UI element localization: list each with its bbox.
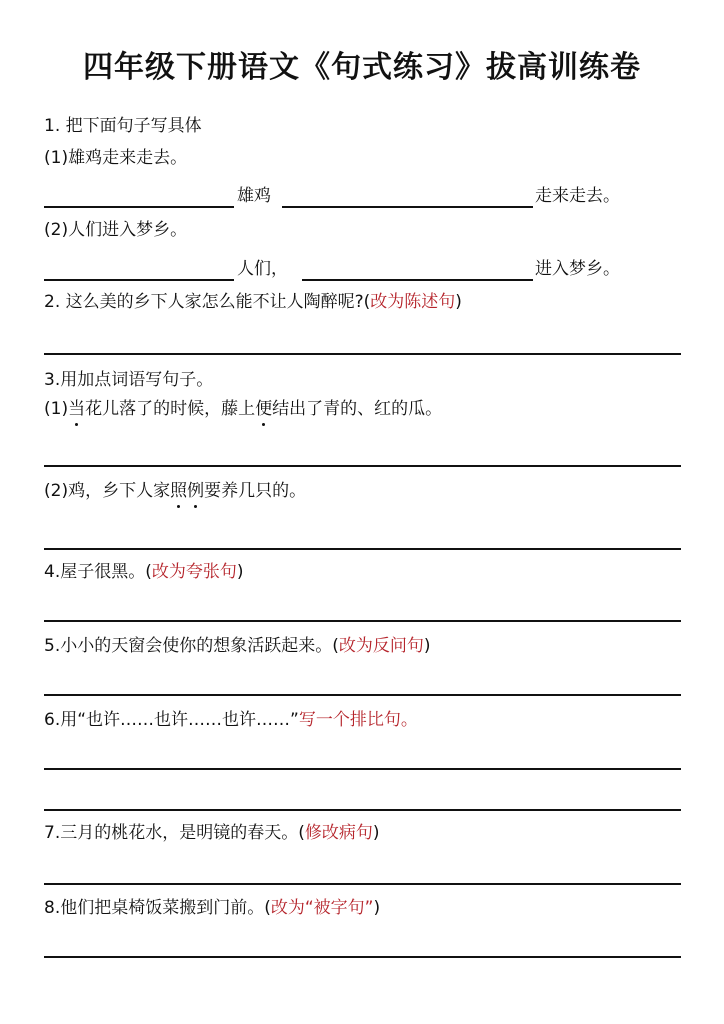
question-6 xyxy=(44,708,418,732)
q3-2-dotted-char-1: 照 xyxy=(170,481,188,501)
question-4 xyxy=(44,560,244,584)
question-1-heading: 1. 把下面句子写具体 xyxy=(44,116,202,136)
question-7-close: ) xyxy=(372,823,380,843)
question-6-instruction: 写一个排比句。 xyxy=(298,710,418,730)
question-4-instruction: 改为夸张句 xyxy=(151,562,237,582)
question-3-item-2 xyxy=(44,479,306,503)
question-2-text: 2. 这么美的乡下人家怎么能不让人陶醉呢?( xyxy=(44,292,371,312)
answer-line-5[interactable] xyxy=(44,694,681,696)
question-8 xyxy=(44,896,380,920)
question-1-item-2-mid: 人们， xyxy=(237,259,288,279)
question-2-instruction: 改为陈述句 xyxy=(370,292,456,312)
q3-1-prefix: (1) xyxy=(44,399,69,419)
question-2 xyxy=(44,290,462,314)
answer-line-3-2[interactable] xyxy=(44,548,681,550)
question-8-instruction: 改为“被字句” xyxy=(270,898,374,918)
question-3-item-1 xyxy=(44,397,442,421)
question-4-close: ) xyxy=(236,562,244,582)
question-7 xyxy=(44,821,380,845)
answer-line-1-2a[interactable] xyxy=(44,279,234,281)
q3-1-text: 花儿落了的时候，藤上 xyxy=(85,399,256,419)
answer-line-6a[interactable] xyxy=(44,768,681,770)
q3-2-dotted-char-2: 例 xyxy=(187,481,205,501)
question-7-text: 7.三月的桃花水，是明镜的春天。( xyxy=(44,823,305,843)
q3-1-dotted-word-2: 便 xyxy=(255,399,273,419)
question-8-text: 8.他们把桌椅饭菜搬到门前。( xyxy=(44,898,271,918)
question-2-close: ) xyxy=(455,292,462,312)
answer-line-1-1a[interactable] xyxy=(44,206,234,208)
answer-line-1-2b[interactable] xyxy=(302,279,533,281)
question-1-item-2-label: (2)人们进入梦乡。 xyxy=(44,220,188,240)
q3-2-text: (2)鸡，乡下人家 xyxy=(44,481,171,501)
q3-2-text-end: 要养几只的。 xyxy=(204,481,307,501)
page-title: 四年级下册语文《句式练习》拔高训练卷 xyxy=(83,50,641,85)
question-5-instruction: 改为反问句 xyxy=(338,636,424,656)
answer-line-4[interactable] xyxy=(44,620,681,622)
question-5-close: ) xyxy=(423,636,431,656)
question-3-heading: 3.用加点词语写句子。 xyxy=(44,370,214,390)
question-6-text: 6.用“也许……也许……也许……” xyxy=(44,710,299,730)
answer-line-6b[interactable] xyxy=(44,809,681,811)
question-1-item-1-end: 走来走去。 xyxy=(535,186,620,206)
answer-line-8[interactable] xyxy=(44,956,681,958)
question-1-item-1-mid: 雄鸡 xyxy=(237,186,271,206)
question-5-text: 5.小小的天窗会使你的想象活跃起来。( xyxy=(44,636,339,656)
answer-line-3-1[interactable] xyxy=(44,465,681,467)
q3-1-text-end: 结出了青的、红的瓜。 xyxy=(272,399,443,419)
question-4-text: 4.屋子很黑。( xyxy=(44,562,152,582)
question-8-close: ) xyxy=(373,898,381,918)
question-7-instruction: 修改病句 xyxy=(304,823,373,843)
q3-1-dotted-word-1: 当 xyxy=(68,399,86,419)
question-1-item-2-end: 进入梦乡。 xyxy=(535,259,620,279)
question-5 xyxy=(44,634,431,658)
answer-line-7[interactable] xyxy=(44,883,681,885)
answer-line-2[interactable] xyxy=(44,353,681,355)
answer-line-1-1b[interactable] xyxy=(282,206,533,208)
question-1-item-1-label: (1)雄鸡走来走去。 xyxy=(44,148,188,168)
